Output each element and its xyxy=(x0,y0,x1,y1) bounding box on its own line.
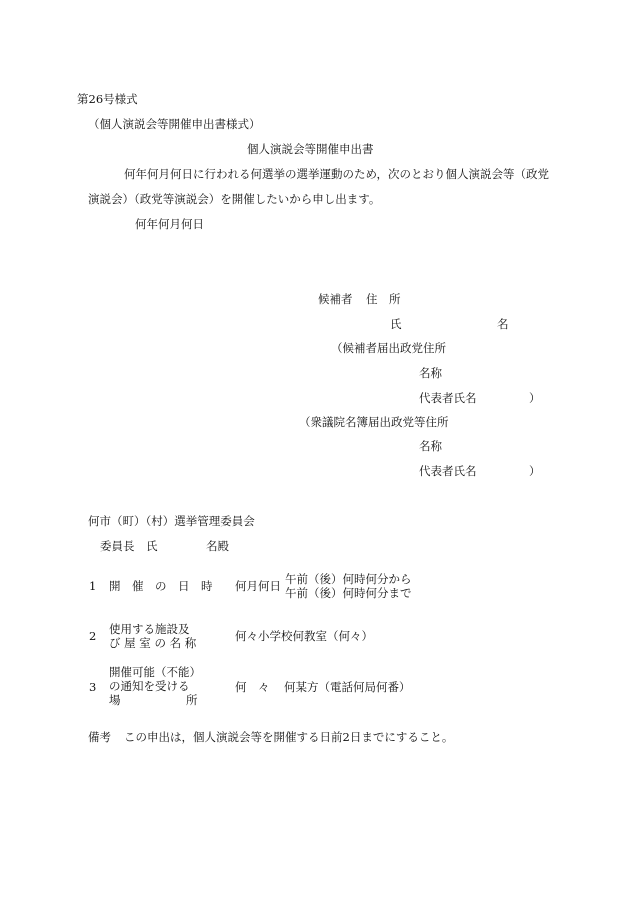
item-3-label-line-2: の通知を受ける xyxy=(109,679,190,693)
chair-label: 委員長 氏 xyxy=(100,539,158,553)
chair-name-dono: 名殿 xyxy=(206,539,229,553)
form-number: 第26号様式 xyxy=(77,92,138,106)
item-1-end-time: 午前（後）何時何分まで xyxy=(285,586,412,600)
item-3-number: 3 xyxy=(89,680,97,694)
item-1-label: 開 催 の 日 時 xyxy=(109,579,213,593)
item-2-number: 2 xyxy=(89,629,97,643)
name-label-mei: 名 xyxy=(497,317,509,331)
candidate-label: 候補者 xyxy=(318,292,353,306)
body-line-2: 演説会）（政党等演説会）を開催したいから申し出ます。 xyxy=(88,192,381,206)
roster-party-representative-label: 代表者氏名 xyxy=(419,464,477,478)
item-1-start-time: 午前（後）何時何分から xyxy=(285,572,412,586)
item-2-label-line-1: 使用する施設及 xyxy=(109,622,190,636)
remarks-label: 備考 xyxy=(88,730,111,744)
item-3-value-a: 何 々 xyxy=(235,680,270,694)
document-title: 個人演説会等開催申出書 xyxy=(247,142,374,156)
item-2-value: 何々小学校何教室（何々） xyxy=(235,629,373,643)
party-representative-label: 代表者氏名 xyxy=(419,391,477,405)
body-line-1: 何年何月何日に行われる何選挙の選挙運動のため，次のとおり個人演説会等（政党 xyxy=(124,167,550,181)
roster-party-address-label: （衆議院名簿届出政党等住所 xyxy=(299,415,449,429)
item-3-label-line-3a: 場 xyxy=(109,693,121,707)
party-close-paren: ） xyxy=(529,391,541,405)
remarks-text: この申出は，個人演説会等を開催する日前2日までにすること。 xyxy=(124,730,454,744)
roster-close-paren: ） xyxy=(529,464,541,478)
item-2-label-line-2: び 屋 室 の 名 称 xyxy=(109,636,197,650)
name-label-shi: 氏 xyxy=(390,317,402,331)
form-name: （個人演説会等開催申出書様式） xyxy=(88,117,261,131)
item-1-number: 1 xyxy=(89,579,97,593)
application-date: 何年何月何日 xyxy=(135,217,204,231)
item-1-date: 何月何日 xyxy=(235,579,281,593)
item-3-label-line-3b: 所 xyxy=(186,693,198,707)
party-name-label: 名称 xyxy=(419,366,442,380)
item-3-label-line-1: 開催可能（不能） xyxy=(109,665,201,679)
address-label: 住 所 xyxy=(366,292,401,306)
party-address-label: （候補者届出政党住所 xyxy=(331,341,446,355)
committee-name: 何市（町）（村）選挙管理委員会 xyxy=(88,514,255,528)
item-3-value-b: 何某方（電話何局何番） xyxy=(284,680,411,694)
roster-party-name-label: 名称 xyxy=(419,439,442,453)
